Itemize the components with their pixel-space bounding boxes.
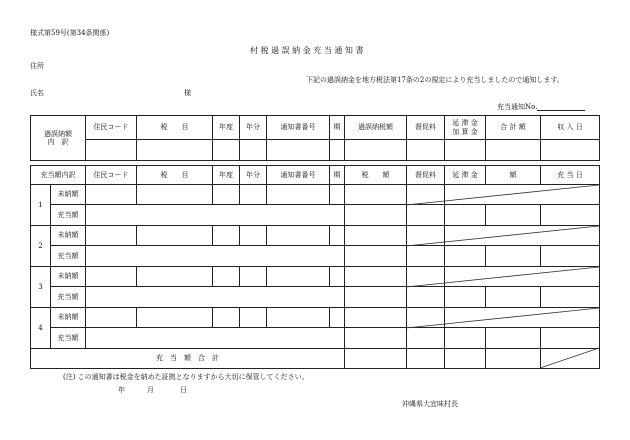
notice-number-label: 充当通知No.: [497, 103, 538, 111]
col-late-fee: 延 滞 金: [445, 166, 486, 185]
unpaid-row: [31, 267, 600, 287]
cell: [407, 267, 445, 287]
cell: [240, 185, 267, 205]
cell: [541, 140, 600, 161]
name-label: 氏名: [30, 89, 44, 97]
cell: [407, 287, 445, 308]
cell: [407, 246, 445, 267]
cell: [486, 246, 541, 267]
cell: [137, 267, 213, 287]
cell: [213, 308, 240, 328]
col-period: 期: [330, 166, 345, 185]
cell: [486, 349, 541, 369]
col-year-portion: 年分: [240, 116, 267, 140]
col-tax-item: 税 目: [137, 116, 213, 140]
blank-span: [86, 205, 345, 226]
cell: [267, 267, 330, 287]
cell: [541, 246, 600, 267]
cell: [445, 287, 486, 308]
group-number: 1: [31, 185, 51, 226]
refund-breakdown-table: [30, 115, 600, 161]
col-fiscal-year: 年度: [213, 116, 240, 140]
cell: [445, 328, 486, 349]
col-resident-code: 住民コード: [86, 166, 137, 185]
cell: [330, 185, 345, 205]
unpaid-label: 未納額: [51, 267, 86, 287]
cell: [486, 140, 541, 161]
cell: [86, 226, 137, 246]
unpaid-row: [31, 185, 600, 205]
cell: [407, 185, 445, 205]
cell: [541, 205, 600, 226]
allocated-row: [31, 328, 600, 349]
col-year-portion: 年分: [240, 166, 267, 185]
cell: [345, 185, 407, 205]
cell: [407, 308, 445, 328]
issuer: 沖縄県大宜味村長: [402, 400, 458, 408]
cell: [407, 349, 445, 369]
col-dunning-fee: 督促料: [407, 166, 445, 185]
cell: [86, 267, 137, 287]
cell: [407, 205, 445, 226]
cell: [345, 308, 407, 328]
cell: [330, 140, 345, 161]
col-allocation-breakdown: 充当額内訳: [31, 166, 86, 185]
allocated-label: 充当額: [51, 287, 86, 308]
cell: [445, 140, 486, 161]
allocated-label: 充当額: [51, 205, 86, 226]
cell: [137, 308, 213, 328]
cell: [345, 287, 407, 308]
date-month: 月: [147, 386, 154, 394]
cell: [330, 267, 345, 287]
cell: [267, 308, 330, 328]
diagonal-cell: [445, 226, 600, 246]
cell: [267, 185, 330, 205]
diagonal-cell: [445, 185, 600, 205]
address-label: 住所: [30, 62, 44, 70]
cell: [486, 287, 541, 308]
cell: [445, 349, 486, 369]
allocation-table: [30, 165, 600, 369]
cell: [541, 328, 600, 349]
notice-number: [497, 103, 585, 111]
notice-text: 下記の過誤納金を地方税法第17条の2の規定により充当しましたので通知します。: [306, 76, 564, 84]
cell: [345, 267, 407, 287]
allocated-row: [31, 246, 600, 267]
cell: [137, 140, 213, 161]
allocated-label: 充当額: [51, 246, 86, 267]
date-year: 年: [118, 386, 125, 394]
blank-span: [86, 246, 345, 267]
group-number: 3: [31, 267, 51, 308]
cell: [267, 140, 330, 161]
date-day: 日: [180, 386, 187, 394]
cell: [345, 226, 407, 246]
diagonal-cell: [541, 349, 600, 369]
cell: [345, 328, 407, 349]
diagonal-cell: [445, 308, 600, 328]
notice-number-blank: [537, 103, 585, 111]
cell: [86, 308, 137, 328]
cell: [407, 328, 445, 349]
unpaid-row: [31, 308, 600, 328]
total-row: [31, 349, 600, 369]
cell: [137, 226, 213, 246]
document-title: 村 税 過 誤 納 金 充 当 通 知 書: [250, 46, 364, 55]
cell: [330, 308, 345, 328]
cell: [330, 226, 345, 246]
honorific: 様: [184, 89, 191, 97]
cell: [240, 308, 267, 328]
footer-note: (注) この通知書は税金を納めた証拠となりますから大切に保管してください。: [63, 373, 309, 381]
cell: [213, 185, 240, 205]
col-notice-number: 通知書番号: [267, 116, 330, 140]
col-resident-code: 住民コード: [86, 116, 137, 140]
cell: [345, 349, 407, 369]
cell: [445, 205, 486, 226]
cell: [541, 287, 600, 308]
allocated-label: 充当額: [51, 328, 86, 349]
cell: [345, 140, 407, 161]
refund-breakdown-label: 過誤納額 内 訳: [31, 116, 86, 161]
cell: [240, 140, 267, 161]
allocated-row: [31, 205, 600, 226]
blank-span: [86, 328, 345, 349]
col-total: 合 計 額: [486, 116, 541, 140]
cell: [407, 226, 445, 246]
total-label: 充 当 額 合 計: [31, 349, 345, 369]
col-amount: 額: [486, 166, 541, 185]
cell: [213, 226, 240, 246]
col-fiscal-year: 年度: [213, 166, 240, 185]
col-notice-number: 通知書番号: [267, 166, 330, 185]
col-dunning-fee: 督促料: [407, 116, 445, 140]
diagonal-cell: [445, 267, 600, 287]
cell: [345, 205, 407, 226]
col-allocation-date: 充 当 日: [541, 166, 600, 185]
cell: [407, 140, 445, 161]
allocated-row: [31, 287, 600, 308]
cell: [137, 185, 213, 205]
col-receipt-date: 収 入 日: [541, 116, 600, 140]
unpaid-label: 未納額: [51, 308, 86, 328]
cell: [240, 226, 267, 246]
cell: [213, 140, 240, 161]
cell: [486, 205, 541, 226]
unpaid-label: 未納額: [51, 226, 86, 246]
cell: [486, 328, 541, 349]
col-tax-item: 税 目: [137, 166, 213, 185]
cell: [345, 246, 407, 267]
unpaid-label: 未納額: [51, 185, 86, 205]
blank-span: [86, 287, 345, 308]
group-number: 4: [31, 308, 51, 349]
cell: [445, 246, 486, 267]
cell: [86, 185, 137, 205]
cell: [240, 267, 267, 287]
col-late-fee: 延 滞 金 加 算 金: [445, 116, 486, 140]
group-number: 2: [31, 226, 51, 267]
cell: [213, 267, 240, 287]
col-overpaid-amount: 過誤納税額: [345, 116, 407, 140]
unpaid-row: [31, 226, 600, 246]
cell: [86, 140, 137, 161]
cell: [267, 226, 330, 246]
col-tax-amount: 税 額: [345, 166, 407, 185]
col-period: 期: [330, 116, 345, 140]
form-number: 様式第59号(第34条関係): [30, 29, 110, 37]
